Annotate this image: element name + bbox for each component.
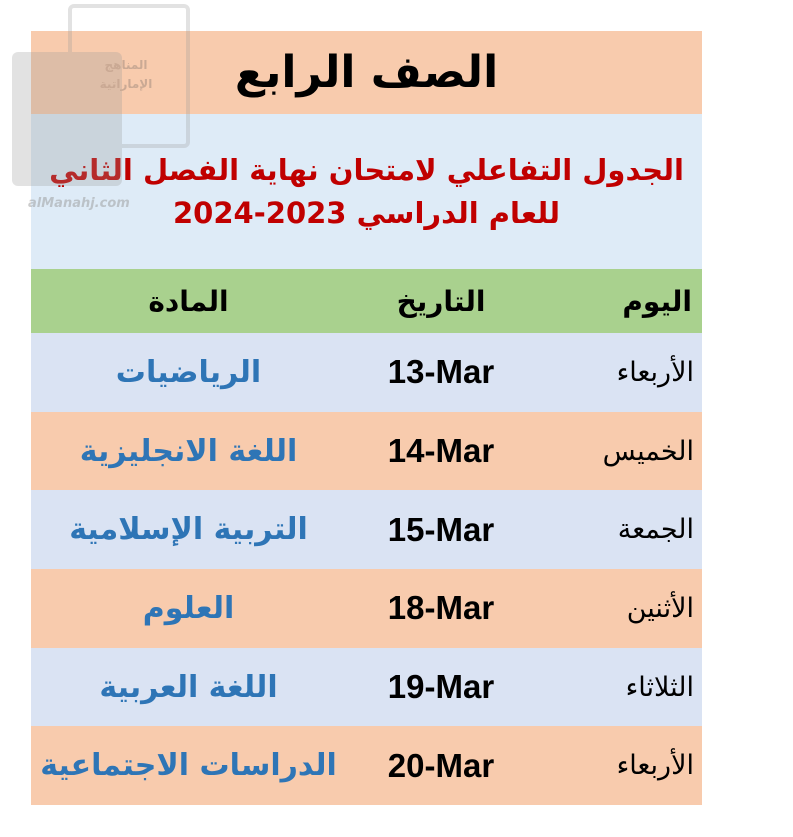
subject-cell: العلوم: [142, 590, 235, 626]
subject-cell: اللغة العربية: [99, 669, 278, 705]
date-cell: 19-Mar: [387, 668, 495, 706]
watermark-line-1: المناهج: [104, 58, 148, 72]
day-cell: الأثنين: [626, 592, 694, 624]
column-header-date: التاريخ: [396, 284, 486, 318]
day-cell: الخميس: [602, 435, 694, 467]
date-cell: 13-Mar: [387, 353, 495, 391]
subject-cell: اللغة الانجليزية: [79, 433, 298, 469]
date-cell: 15-Mar: [387, 510, 495, 548]
table-row: [31, 648, 702, 727]
subtitle-line-2: للعام الدراسي 2023-2024: [173, 195, 560, 230]
table-row: [31, 490, 702, 569]
watermark-url: alManahj.com: [28, 196, 130, 211]
subject-cell: التربية الإسلامية: [69, 512, 308, 548]
date-cell: 20-Mar: [387, 746, 495, 784]
table-row: [31, 569, 702, 648]
table-row: [31, 412, 702, 491]
column-header-subject: المادة: [148, 284, 229, 318]
table-row: [31, 333, 702, 412]
day-cell: الأربعاء: [616, 356, 694, 388]
grade-title: الصف الرابع: [31, 31, 702, 114]
table-header-row: [31, 269, 702, 333]
day-cell: الجمعة: [617, 514, 694, 546]
subject-cell: الرياضيات: [115, 354, 262, 390]
watermark-line-2: الإماراتية: [99, 77, 153, 92]
day-cell: الثلاثاء: [625, 671, 694, 703]
subject-cell: الدراسات الاجتماعية: [40, 748, 337, 784]
column-header-day: اليوم: [622, 284, 692, 318]
table-row: [31, 726, 702, 805]
date-cell: 14-Mar: [387, 432, 495, 470]
subtitle-line-1: الجدول التفاعلي لامتحان نهاية الفصل الثاني: [49, 153, 684, 188]
schedule-subtitle: [31, 114, 702, 269]
date-cell: 18-Mar: [387, 589, 495, 627]
exam-schedule-sheet: [31, 31, 702, 805]
day-cell: الأربعاء: [616, 750, 694, 782]
